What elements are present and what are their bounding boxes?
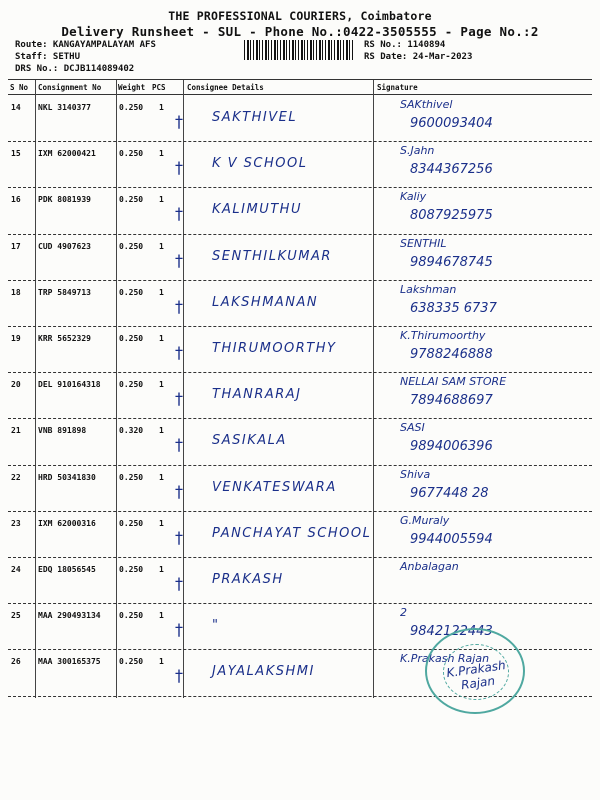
row-sno: 20 — [11, 380, 21, 390]
row-consignment-no: CUD 4907623 — [38, 241, 91, 251]
row-signature-name: G.Muraly — [400, 513, 450, 527]
rs-date: RS Date: 24-Mar-2023 — [364, 52, 473, 62]
row-weight: 0.250 — [119, 657, 144, 667]
drs-number: DRS No.: DCJB114089402 — [15, 64, 135, 74]
row-sno: 25 — [11, 611, 21, 621]
tick-mark: † — [175, 204, 183, 224]
col-header-signature: Signature — [377, 83, 418, 92]
row-separator — [8, 465, 592, 466]
col-header-sno: S No — [10, 83, 29, 92]
row-consignee-handwritten: THIRUMOORTHY — [212, 341, 337, 356]
tick-mark: † — [175, 389, 183, 409]
tick-mark: † — [175, 620, 183, 640]
row-consignee-handwritten: THANRARAJ — [212, 387, 302, 403]
row-signature-phone: 9600093404 — [410, 116, 493, 131]
row-consignee-handwritten: SASIKALA — [212, 433, 287, 449]
row-consignee-handwritten: SAKTHIVEL — [212, 110, 298, 125]
row-pcs: 1 — [159, 334, 164, 343]
tick-mark: † — [175, 296, 183, 316]
row-consignment-no: MAA 290493134 — [38, 611, 101, 621]
row-weight: 0.320 — [119, 426, 144, 436]
row-pcs: 1 — [159, 611, 164, 621]
row-pcs: 1 — [159, 518, 164, 528]
row-signature-name: S.Jahn — [400, 144, 435, 158]
row-consignment-no: HRD 50341830 — [38, 472, 96, 482]
row-pcs: 1 — [159, 380, 164, 390]
rs-number: RS No.: 1140894 — [364, 40, 446, 50]
row-weight: 0.250 — [119, 334, 144, 343]
row-separator — [8, 234, 592, 235]
row-signature-name: Kaliy — [400, 190, 427, 204]
row-pcs: 1 — [159, 426, 164, 436]
row-signature-name: SASI — [400, 421, 425, 435]
col-header-consignee: Consignee Details — [187, 83, 264, 92]
col-header-weight: Weight — [118, 83, 146, 92]
row-separator — [8, 280, 592, 281]
tick-mark: † — [175, 343, 183, 362]
barcode — [244, 40, 354, 60]
tick-mark: † — [175, 481, 183, 501]
row-separator — [8, 603, 592, 604]
row-consignment-no: KRR 5652329 — [38, 334, 91, 343]
row-pcs: 1 — [159, 287, 164, 297]
row-signature-phone: 8087925975 — [410, 208, 493, 224]
row-weight: 0.250 — [119, 380, 144, 390]
delivery-stamp — [425, 628, 525, 714]
row-signature-name: Anbalagan — [400, 560, 459, 573]
tick-mark: † — [175, 158, 183, 178]
row-consignee-handwritten: KALIMUTHU — [212, 202, 302, 218]
row-weight: 0.250 — [119, 472, 144, 482]
row-sno: 17 — [11, 241, 21, 251]
row-pcs: 1 — [159, 472, 164, 482]
row-consignee-handwritten: SENTHILKUMAR — [212, 248, 332, 264]
row-consignee-handwritten: JAYALAKSHMI — [212, 664, 315, 680]
row-sno: 18 — [11, 287, 21, 297]
row-signature-name: NELLAI SAM STORE — [400, 375, 507, 389]
row-weight: 0.250 — [119, 518, 144, 528]
row-separator — [8, 187, 592, 188]
row-consignment-no: MAA 300165375 — [38, 657, 101, 667]
row-signature-name: SENTHIL — [400, 236, 447, 250]
row-weight: 0.250 — [119, 195, 144, 205]
row-separator — [8, 511, 592, 512]
row-pcs: 1 — [159, 103, 164, 112]
row-separator — [8, 372, 592, 373]
row-weight: 0.250 — [119, 241, 144, 251]
row-consignee-handwritten: PRAKASH — [212, 572, 284, 587]
row-sno: 21 — [11, 426, 21, 436]
row-pcs: 1 — [159, 149, 164, 159]
row-sno: 26 — [11, 657, 21, 667]
row-consignee-handwritten: VENKATESWARA — [212, 479, 337, 495]
tick-mark: † — [175, 527, 183, 547]
row-weight: 0.250 — [119, 565, 144, 574]
row-pcs: 1 — [159, 195, 164, 205]
stamp-signature: K.Prakash Rajan — [445, 658, 507, 693]
row-consignee-handwritten: PANCHAYAT SCHOOL — [212, 525, 372, 541]
row-signature-phone: 9894678745 — [410, 254, 493, 270]
row-signature-name: SAKthivel — [400, 98, 453, 111]
tick-mark: † — [175, 250, 183, 270]
row-signature-phone: 9677448 28 — [410, 485, 489, 501]
row-consignment-no: PDK 8081939 — [38, 195, 91, 205]
row-consignment-no: DEL 910164318 — [38, 380, 101, 390]
runsheet-subtitle: Delivery Runsheet - SUL - Phone No.:0422-3505555 - Page No.:2 — [61, 24, 539, 39]
tick-mark: † — [175, 435, 183, 455]
row-weight: 0.250 — [119, 611, 144, 621]
row-signature-name: Shiva — [400, 467, 431, 481]
row-signature-phone: 638335 6737 — [410, 300, 497, 316]
row-sno: 14 — [11, 103, 21, 112]
row-weight: 0.250 — [119, 103, 144, 112]
row-signature-name: K.Thirumoorthy — [400, 329, 486, 342]
staff-label: Staff: SETHU — [15, 52, 81, 62]
column-divider — [35, 80, 36, 698]
col-header-consignment: Consignment No — [38, 83, 102, 92]
row-weight: 0.250 — [119, 287, 144, 297]
row-signature-phone: 9944005594 — [410, 531, 493, 547]
row-signature-name: Lakshman — [400, 282, 457, 296]
tick-mark: † — [175, 666, 183, 686]
row-consignment-no: IXM 62000316 — [38, 518, 96, 528]
row-signature-phone: 9842122443 — [410, 624, 493, 640]
header-bottom-rule — [8, 94, 592, 95]
row-separator — [8, 141, 592, 142]
tick-mark: † — [175, 574, 183, 593]
row-signature-name: 2 — [400, 606, 407, 620]
row-consignee-handwritten: LAKSHMANAN — [212, 294, 319, 310]
row-consignee-handwritten: " — [212, 618, 220, 634]
row-weight: 0.250 — [119, 149, 144, 159]
row-signature-phone: 9894006396 — [410, 439, 493, 455]
row-pcs: 1 — [159, 565, 164, 574]
row-separator — [8, 418, 592, 419]
column-divider — [373, 80, 374, 698]
column-divider — [183, 80, 184, 698]
row-sno: 24 — [11, 565, 21, 574]
route-label: Route: KANGAYAMPALAYAM AFS — [15, 40, 156, 50]
col-header-pcs: PCS — [152, 83, 166, 92]
row-separator — [8, 326, 592, 327]
row-consignee-handwritten: K V SCHOOL — [212, 156, 308, 172]
row-signature-phone: 7894688697 — [410, 393, 493, 409]
row-pcs: 1 — [159, 657, 164, 667]
row-signature-phone: 8344367256 — [410, 162, 493, 178]
row-sno: 23 — [11, 518, 21, 528]
row-consignment-no: NKL 3140377 — [38, 103, 91, 112]
row-consignment-no: TRP 5849713 — [38, 287, 91, 297]
row-signature-name: K.Prakash Rajan — [400, 652, 490, 666]
tick-mark: † — [175, 112, 183, 131]
row-consignment-no: EDQ 18056545 — [38, 565, 96, 574]
row-consignment-no: IXM 62000421 — [38, 149, 96, 159]
row-separator — [8, 557, 592, 558]
row-signature-phone: 9788246888 — [410, 347, 493, 362]
company-title: THE PROFESSIONAL COURIERS, Coimbatore — [168, 9, 432, 23]
row-sno: 19 — [11, 334, 21, 343]
header-top-rule — [8, 79, 592, 80]
row-consignment-no: VNB 891898 — [38, 426, 87, 436]
row-pcs: 1 — [159, 241, 164, 251]
row-sno: 22 — [11, 472, 21, 482]
column-divider — [116, 80, 117, 698]
row-sno: 15 — [11, 149, 21, 159]
row-sno: 16 — [11, 195, 21, 205]
